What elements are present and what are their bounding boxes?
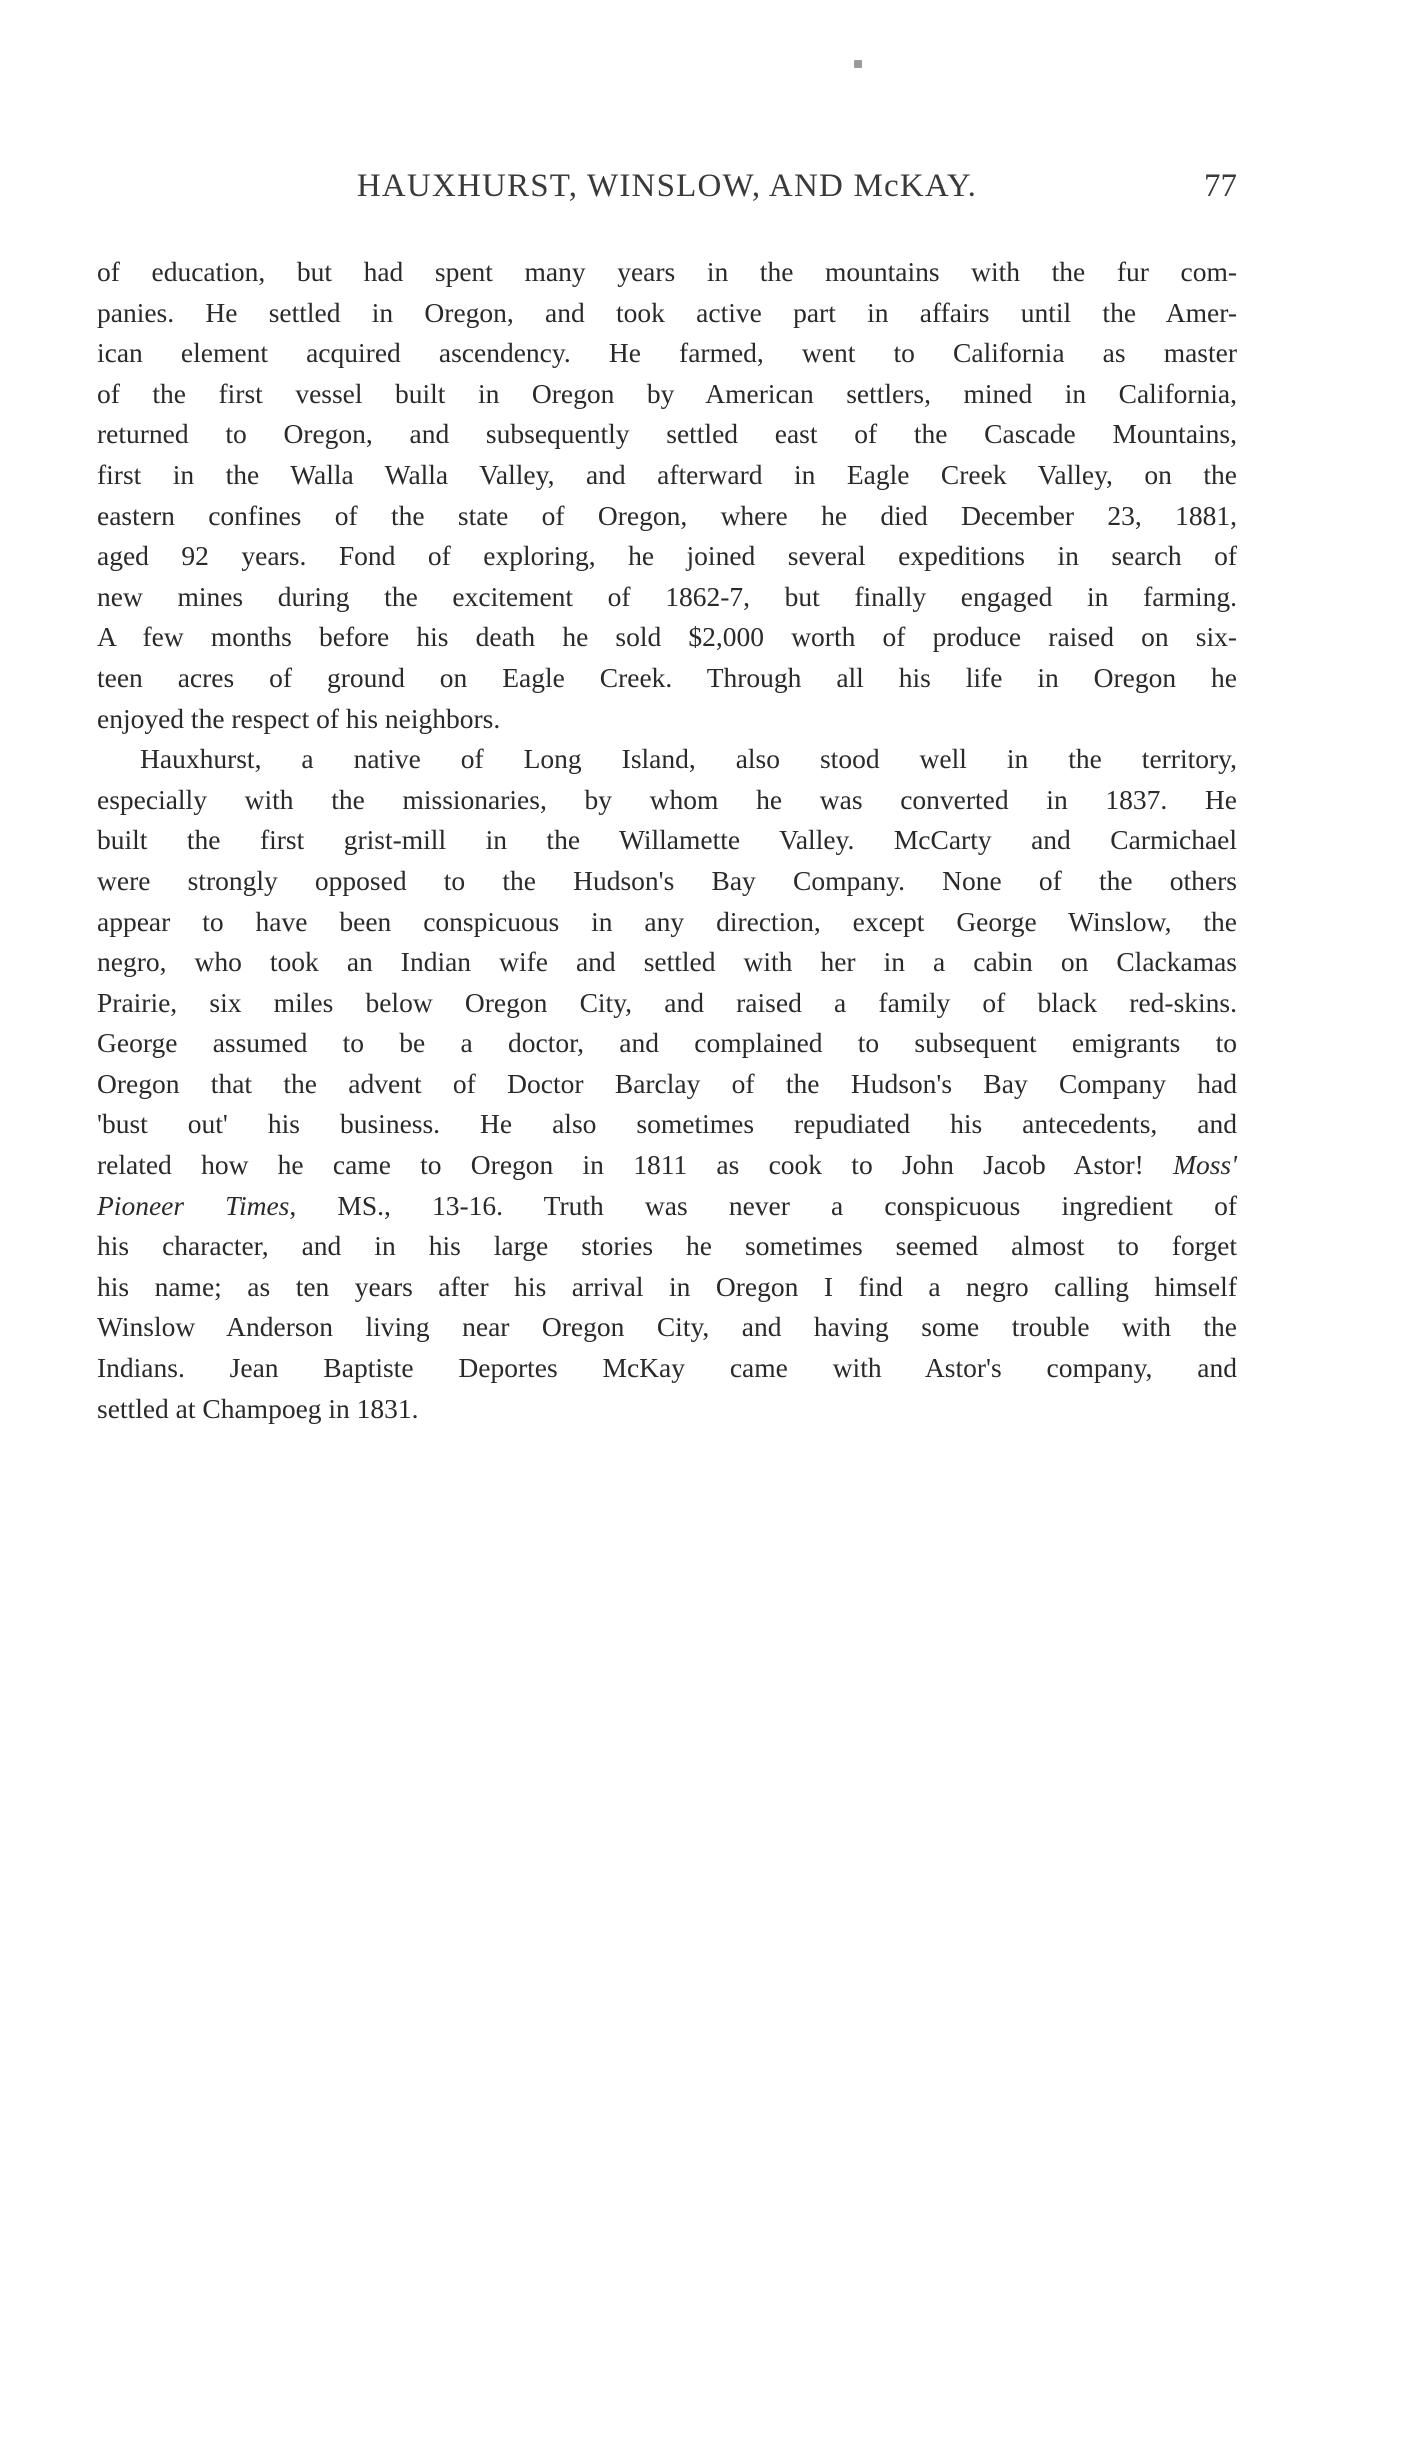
text-line-18: negro, who took an Indian wife and settled with her in a cabin on Clackamas xyxy=(97,946,1237,978)
text-line-13: Hauxhurst, a native of Long Island, also stood well in the territory, xyxy=(140,743,1237,775)
text-line-29: settled at Champoeg in 1831. xyxy=(97,1392,419,1424)
text-line-11: teen acres of ground on Eagle Creek. Through all his life in Oregon he xyxy=(97,661,1237,693)
text-line-23 xyxy=(97,1145,1237,1186)
text-line-19: Prairie, six miles below Oregon City, and raised a family of black red-skins. xyxy=(97,986,1237,1018)
text-line-24 xyxy=(97,1186,1237,1227)
running-title: HAUXHURST, WINSLOW, AND McKAY. xyxy=(356,168,978,204)
text-line-1: of education, but had spent many years in the mountains with the fur com- xyxy=(97,256,1237,287)
text-line-22: 'bust out' his business. He also sometimes repudiated his antecedents, and xyxy=(97,1108,1237,1140)
text-line-20: George assumed to be a doctor, and complained to subsequent emigrants to xyxy=(97,1027,1237,1059)
text-line-16: were strongly opposed to the Hudson's Bay Company. None of the others xyxy=(97,864,1237,896)
citation-ms: , MS., 13-16. Truth was never a conspicuous ingredient of xyxy=(289,1189,1237,1221)
text-line-4: of the first vessel built in Oregon by American settlers, mined in California, xyxy=(97,377,1237,409)
text-line-10: A few months before his death he sold $2,000 worth of produce raised on six- xyxy=(97,621,1237,653)
text-line-14: especially with the missionaries, by whom he was converted in 1837. He xyxy=(97,783,1237,815)
text-line-27: Winslow Anderson living near Oregon City, and having some trouble with the xyxy=(97,1311,1237,1343)
citation-moss: Moss' xyxy=(1173,1149,1238,1181)
text-line-6: first in the Walla Walla Valley, and afterward in Eagle Creek Valley, on the xyxy=(97,458,1237,490)
running-head xyxy=(97,168,1237,212)
text-line-21: Oregon that the advent of Doctor Barclay of the Hudson's Bay Company had xyxy=(97,1067,1237,1099)
text-line-8: aged 92 years. Fond of exploring, he joined several expeditions in search of xyxy=(97,540,1237,572)
page-speck xyxy=(854,60,862,68)
text-line-26: his name; as ten years after his arrival in Oregon I find a negro calling himself xyxy=(97,1270,1237,1302)
body-text xyxy=(97,252,1237,1429)
text-line-12: enjoyed the respect of his neighbors. xyxy=(97,702,501,734)
text-line-9: new mines during the excitement of 1862-7, but finally engaged in farming. xyxy=(97,580,1237,612)
citation-pioneer-times: Pioneer Times xyxy=(97,1189,290,1221)
text-line-5: returned to Oregon, and subsequently settled east of the Cascade Mountains, xyxy=(97,418,1237,450)
text-line-17: appear to have been conspicuous in any direction, except George Winslow, the xyxy=(97,905,1237,937)
text-line-28: Indians. Jean Baptiste Deportes McKay came with Astor's company, and xyxy=(97,1352,1237,1384)
text-line-2: panies. He settled in Oregon, and took active part in affairs until the Amer- xyxy=(97,296,1237,328)
text-line-25: his character, and in his large stories he sometimes seemed almost to forget xyxy=(97,1230,1237,1262)
text-line-23-main: related how he came to Oregon in 1811 as cook to John Jacob Astor! xyxy=(97,1149,1144,1181)
text-line-15: built the first grist-mill in the Willamette Valley. McCarty and Carmichael xyxy=(97,824,1237,856)
text-line-7: eastern confines of the state of Oregon, where he died December 23, 1881, xyxy=(97,499,1237,531)
text-line-3: ican element acquired ascendency. He farmed, went to California as master xyxy=(97,337,1237,369)
page-number: 77 xyxy=(1204,168,1237,204)
